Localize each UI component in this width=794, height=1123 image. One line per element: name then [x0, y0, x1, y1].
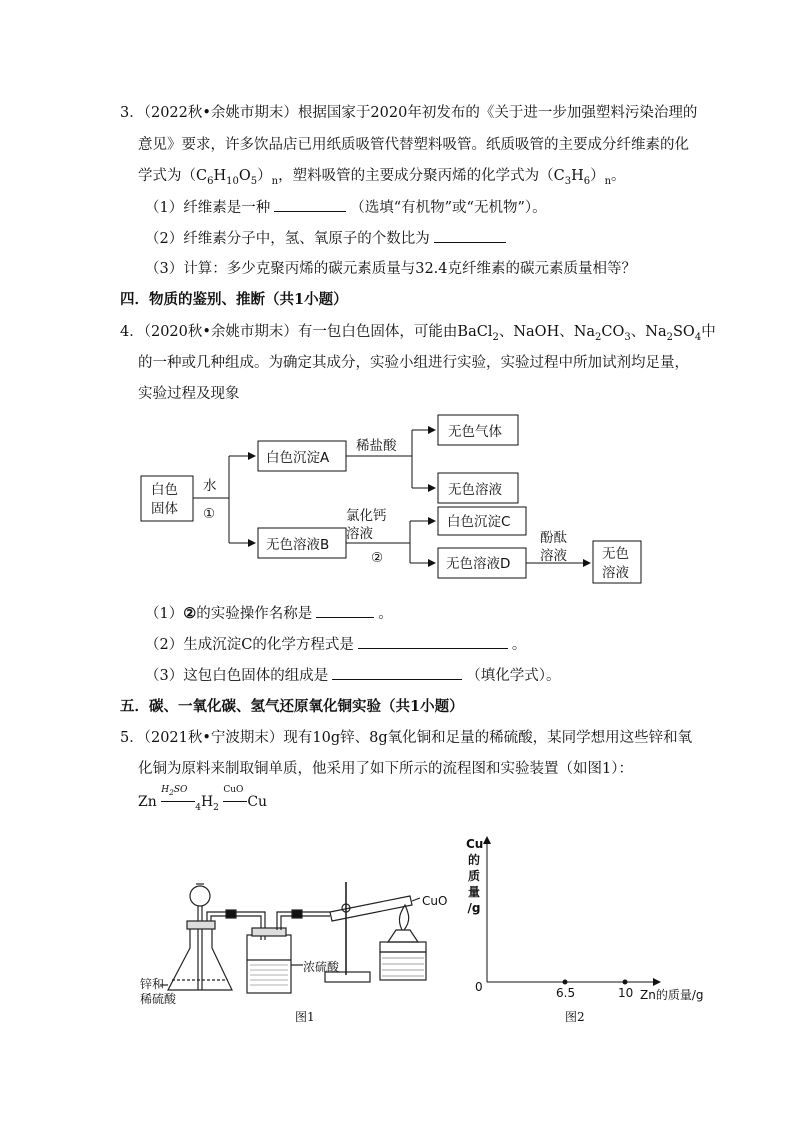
fig2-caption: 图2 [565, 1010, 585, 1024]
origin-label: 0 [475, 980, 483, 994]
final-label-2: 溶液 [602, 565, 629, 581]
gas-label: 无色气体 [448, 424, 502, 440]
ppt-c-label: 白色沉淀C [447, 514, 511, 530]
q4-sub2: （2）生成沉淀C的化学方程式是 。 [145, 634, 526, 655]
start-label-2: 固体 [151, 501, 178, 517]
step1-label: ① [203, 506, 216, 522]
tick-6.5 [563, 980, 568, 985]
q3-line3: 学式为$(C_6H_{10}O_5)_n$，塑料吸管的主要成分聚丙烯的化学式为$(C_3H_6)_n$。 [138, 168, 626, 187]
section-4-heading: 四．物质的鉴别、推断（共1小题） [120, 291, 348, 308]
x-tick-label-10: 10 [618, 986, 634, 1000]
q3-line2: 意见》要求，许多饮品店已用纸质吸管代替塑料吸管。纸质吸管的主要成分纤维素的化 [138, 137, 689, 153]
phth-label-1: 酚酞 [540, 530, 567, 546]
y-axis-label: Cu 的 质 量 /g [466, 837, 484, 915]
section-5-heading: 五．碳、一氧化碳、氢气还原氧化铜实验（共1小题） [120, 698, 464, 715]
cuo-label: CuO [422, 894, 448, 908]
x-tick-label-6.5: 6.5 [556, 986, 576, 1000]
q4-line2: 的一种或几种组成。为确定其成分，实验小组进行实验，实验过程中所加试剂均足量， [138, 355, 689, 371]
cacl2-label-2: 溶液 [346, 526, 373, 542]
phth-label-2: 溶液 [540, 548, 567, 564]
water-label: 水 [203, 478, 217, 494]
sol-b-label: 无色溶液B [266, 537, 330, 553]
q4-sub1: （1）②的实验操作名称是 。 [145, 605, 393, 622]
conc-acid-label: 浓硫酸 [303, 960, 340, 974]
q4-line1: 4．（2020秋•余姚市期末）有一包白色固体，可能由BaCl$_2$、NaOH、$Na_2CO_3$、$Na_2SO_4$中 [120, 324, 716, 343]
q3-sub1: （1）纤维素是一种 （选填“有机物”或“无机物”）。 [145, 197, 547, 218]
final-label-1: 无色 [602, 546, 629, 562]
q4-line3: 实验过程及现象 [138, 386, 240, 402]
q3-line1: 3．（2022秋•余姚市期末）根据国家于2020年初发布的《关于进一步加强塑料污染治理的 [120, 105, 698, 121]
fig1-caption: 图1 [295, 1010, 315, 1024]
q4-sub3: （3）这包白色固体的组成是 （填化学式）。 [145, 665, 560, 686]
zinc-label-1: 锌和 [140, 977, 165, 991]
cacl2-label-1: 氯化钙 [346, 508, 387, 524]
sol1-label: 无色溶液 [448, 482, 502, 498]
q3-sub2: （2）纤维素分子中，氢、氧原子的个数比为 [145, 228, 510, 249]
sol-d-label: 无色溶液D [446, 556, 511, 572]
q5-line2: 化铜为原料来制取铜单质，他采用了如下所示的流程图和实验装置（如图1）： [138, 761, 633, 777]
start-label-1: 白色 [151, 482, 178, 498]
q3-sub3: （3）计算：多少克聚丙烯的碳元素质量与32.4克纤维素的碳元素质量相等？ [145, 261, 637, 277]
step2-label: ② [371, 550, 384, 566]
x-axis-label: Zn的质量/g [640, 988, 704, 1002]
tick-10 [623, 980, 628, 985]
q5-line1: 5．（2021秋•宁波期末）现有10g锌、8g氧化铜和足量的稀硫酸，某同学想用这些锌和氧 [120, 730, 693, 746]
zinc-label-2: 稀硫酸 [140, 992, 177, 1006]
acid-label: 稀盐酸 [356, 438, 397, 454]
ppt-a-label: 白色沉淀A [266, 450, 330, 466]
reaction-scheme: Zn $H_2SO$ $_4H_2$ CuO Cu [138, 785, 268, 813]
